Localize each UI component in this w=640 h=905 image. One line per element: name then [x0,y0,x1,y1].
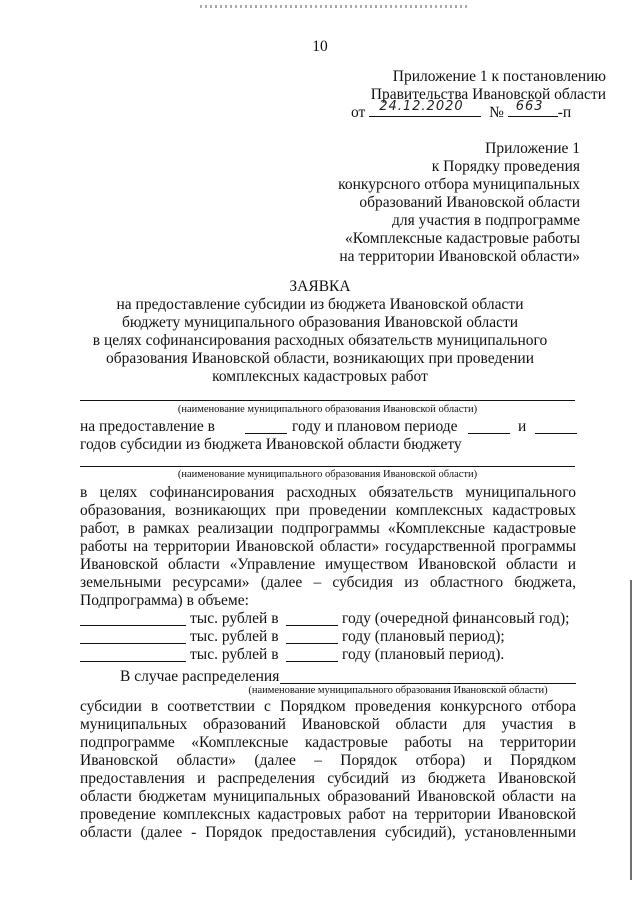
body-line: работы на территории Ивановской области» государственной программы [80,538,576,555]
handwritten-date: 24.12.2020 [379,99,464,114]
amount-unit: тыс. рублей в [190,628,279,645]
appendix-line-2: Правительства Ивановской области [370,86,606,103]
body-line: Ивановской области «Управление имуществом Ивановской области и [80,556,576,573]
amount-year-blank [286,661,338,662]
appendix2-line: на территории Ивановской области» [339,248,580,265]
municipality-caption: (наименование муниципального образования Ивановской области) [248,685,548,696]
number-suffix: -п [557,104,572,121]
amount-blank [80,661,186,662]
appendix-date-line [351,99,572,122]
amount-blank [80,643,186,644]
amount-suffix: году (плановый период); [342,628,505,645]
municipality-caption: (наименование муниципального образования Ивановской области) [177,404,478,415]
body-line: образования, возникающих при проведении комплексных кадастровых [80,502,576,519]
date-field [369,99,481,117]
period-label-2: году и плановом периоде [292,418,458,435]
body-line: работ, в рамках реализации подпрограммы «Комплексные кадастровые [80,520,576,537]
title-subline: в целях софинансирования расходных обязательств муниципального [92,332,548,349]
title-subline: бюджету муниципального образования Ивановской области [121,314,519,331]
amount-unit: тыс. рублей в [190,646,279,663]
amount-year-blank [286,625,338,626]
distribution-line: области (далее - Порядок предоставления субсидий), установленными [80,824,576,841]
distribution-line: Ивановской области» (далее – Порядок отбора) и Порядком [80,752,576,769]
appendix2-line: Приложение 1 [485,140,580,157]
title-subline: на предоставление субсидии из бюджета Ивановской области [116,296,524,313]
period-label-1: на предоставление в [80,418,215,435]
appendix2-line: к Порядку проведения [431,158,580,175]
body-line-last: Подпрограмма) в объеме: [80,592,249,609]
distribution-start: В случае распределения [120,668,280,685]
appendix2-line: для участия в подпрограмме [392,212,580,229]
body-line: в целях софинансирования расходных обязательств муниципального [80,484,576,501]
period-year-blank [468,433,510,434]
page-number: 10 [312,38,328,55]
body-line: земельными ресурсами» (далее – субсидия из областного бюджета, [80,574,576,591]
appendix-line-1: Приложение 1 к постановлению [392,68,606,85]
appendix2-line: конкурсного отбора муниципальных [338,176,580,193]
document-title: ЗАЯВКА [289,278,351,295]
municipality-name-line [80,466,575,467]
period-line-b: годов субсидии из бюджета Ивановской области бюджету [80,436,462,453]
distribution-line: муниципальных образований Ивановской области для участия в [80,716,576,733]
number-field [508,99,558,117]
amount-year-blank [286,643,338,644]
appendix2-line: «Комплексные кадастровые работы [345,230,580,247]
distribution-line: области бюджетам муниципальных образований Ивановской области на [80,788,576,805]
municipality-name-line [280,683,576,684]
title-subline: комплексных кадастровых работ [212,368,428,385]
amount-suffix: году (очередной финансовый год); [342,610,570,627]
distribution-line: предоставления и распределения субсидий из бюджета Ивановской [80,770,576,787]
appendix-from-label: от [351,104,366,121]
handwritten-number: 663 [515,99,544,114]
period-year-blank [535,433,577,434]
scan-artifact-top [200,5,470,8]
amount-blank [80,625,186,626]
distribution-line: подпрограмме «Комплексные кадастровые работы на территории [80,734,576,751]
period-year-blank [245,433,287,434]
municipality-caption: (наименование муниципального образования Ивановской области) [177,469,478,480]
distribution-line: субсидии в соответствии с Порядком проведения конкурсного отбора [80,698,576,715]
scan-artifact-right [630,580,632,880]
amount-suffix: году (плановый период). [342,646,505,663]
appendix2-line: образований Ивановской области [359,194,580,211]
amount-unit: тыс. рублей в [190,610,279,627]
number-sign: № [489,104,504,121]
period-label-3: и [518,418,527,435]
distribution-line: проведение комплексных кадастровых работ на территории Ивановской [80,806,576,823]
title-subline: образования Ивановской области, возникающих при проведении [105,350,535,367]
municipality-name-line [80,400,575,401]
